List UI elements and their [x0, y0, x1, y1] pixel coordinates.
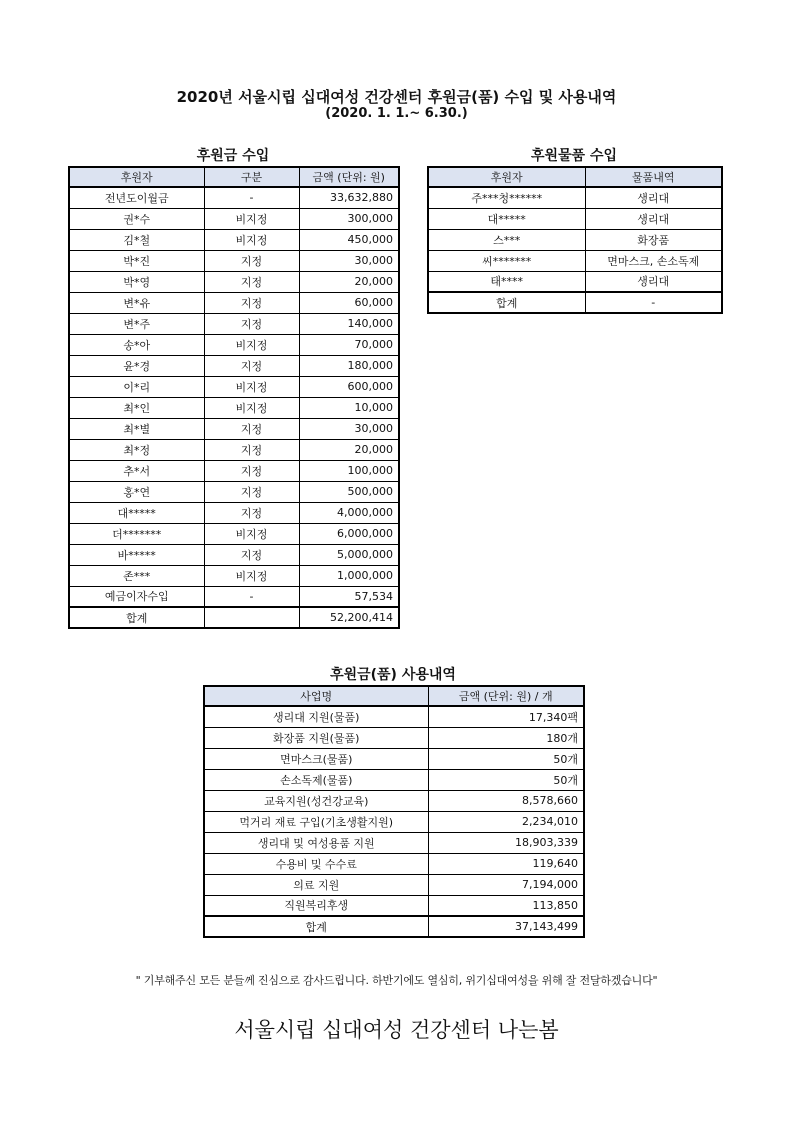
table-row	[204, 748, 584, 769]
table-row	[69, 544, 399, 565]
table-cell: 더*******	[69, 523, 204, 544]
table-cell: -	[204, 187, 299, 208]
donations-table	[68, 166, 400, 629]
table-row	[204, 769, 584, 790]
table-cell: 비지정	[204, 376, 299, 397]
table-cell: 먹거리 재료 구입(기초생활지원)	[204, 811, 428, 832]
table-cell: 30,000	[299, 250, 399, 271]
table-cell: 최*정	[69, 439, 204, 460]
table-cell: 존***	[69, 565, 204, 586]
table-cell: 50개	[428, 748, 584, 769]
table-cell: 2,234,010	[428, 811, 584, 832]
table-cell: 지정	[204, 313, 299, 334]
table-cell: 대*****	[69, 502, 204, 523]
table-cell: 교육지원(성건강교육)	[204, 790, 428, 811]
period-subtitle: (2020. 1. 1.~ 6.30.)	[325, 106, 468, 121]
table-row	[69, 187, 399, 208]
total-row	[204, 916, 584, 937]
table-cell: 70,000	[299, 334, 399, 355]
table-cell: 300,000	[299, 208, 399, 229]
table-cell: 6,000,000	[299, 523, 399, 544]
table-cell: 예금이자수입	[69, 586, 204, 607]
table-cell: 대*****	[428, 208, 585, 229]
table-cell: 7,194,000	[428, 874, 584, 895]
table-cell: 지정	[204, 355, 299, 376]
table-row	[69, 502, 399, 523]
total-cell: 37,143,499	[428, 916, 584, 937]
table-cell: 600,000	[299, 376, 399, 397]
table-cell: 비지정	[204, 523, 299, 544]
table-cell: 윤*경	[69, 355, 204, 376]
donations-body	[69, 187, 399, 628]
table-cell: 50개	[428, 769, 584, 790]
table-row	[69, 355, 399, 376]
table-cell: 60,000	[299, 292, 399, 313]
table-cell: 450,000	[299, 229, 399, 250]
total-row	[428, 292, 722, 313]
table-row	[69, 334, 399, 355]
table-cell: 생리대 및 여성용품 지원	[204, 832, 428, 853]
col-header-amount: 금액 (단위: 원) / 개	[428, 686, 584, 706]
table-cell: 최*별	[69, 418, 204, 439]
table-row	[69, 376, 399, 397]
table-cell: 생리대	[585, 271, 722, 292]
table-cell: 지정	[204, 271, 299, 292]
table-cell: 8,578,660	[428, 790, 584, 811]
table-cell: 비지정	[204, 565, 299, 586]
table-cell: 지정	[204, 460, 299, 481]
table-cell: 최*인	[69, 397, 204, 418]
table-row	[69, 397, 399, 418]
table-row	[428, 229, 722, 250]
table-row	[69, 271, 399, 292]
table-cell: 주***청******	[428, 187, 585, 208]
table-cell: 10,000	[299, 397, 399, 418]
table-cell: 180개	[428, 727, 584, 748]
table-row	[204, 832, 584, 853]
table-cell: 500,000	[299, 481, 399, 502]
table-cell: 화장품 지원(물품)	[204, 727, 428, 748]
table-cell: 20,000	[299, 439, 399, 460]
table-cell: 스***	[428, 229, 585, 250]
table-row	[204, 790, 584, 811]
table-cell: 33,632,880	[299, 187, 399, 208]
table-cell: 생리대	[585, 208, 722, 229]
table-cell: 직원복리후생	[204, 895, 428, 916]
table-row	[69, 250, 399, 271]
table-cell: 5,000,000	[299, 544, 399, 565]
table-cell: 추*서	[69, 460, 204, 481]
col-header-amount: 금액 (단위: 원)	[299, 167, 399, 187]
table-cell: 의료 지원	[204, 874, 428, 895]
table-cell: 손소독제(물품)	[204, 769, 428, 790]
table-cell: 180,000	[299, 355, 399, 376]
table-cell: 홍*연	[69, 481, 204, 502]
goods-title: 후원물품 수입	[530, 148, 618, 164]
table-row	[69, 292, 399, 313]
table-cell: 57,534	[299, 586, 399, 607]
table-cell: 지정	[204, 481, 299, 502]
total-cell: 52,200,414	[299, 607, 399, 628]
table-cell: 지정	[204, 544, 299, 565]
total-cell: 합계	[428, 292, 585, 313]
table-cell: 화장품	[585, 229, 722, 250]
table-cell: 면마스크(물품)	[204, 748, 428, 769]
table-cell: 지정	[204, 418, 299, 439]
table-cell: 113,850	[428, 895, 584, 916]
table-row	[204, 874, 584, 895]
table-cell: 변*주	[69, 313, 204, 334]
table-row	[204, 895, 584, 916]
total-cell	[204, 607, 299, 628]
table-cell: 140,000	[299, 313, 399, 334]
table-cell: 면마스크, 손소독제	[585, 250, 722, 271]
table-cell: 지정	[204, 439, 299, 460]
table-row	[428, 208, 722, 229]
total-cell: 합계	[204, 916, 428, 937]
table-cell: 비지정	[204, 334, 299, 355]
col-header-project: 사업명	[204, 686, 428, 706]
table-cell: 지정	[204, 502, 299, 523]
table-row	[69, 460, 399, 481]
table-cell: 119,640	[428, 853, 584, 874]
table-cell: 4,000,000	[299, 502, 399, 523]
col-header-donor: 후원자	[69, 167, 204, 187]
table-cell: 30,000	[299, 418, 399, 439]
table-cell: 수용비 및 수수료	[204, 853, 428, 874]
table-row	[69, 481, 399, 502]
table-cell: 박*영	[69, 271, 204, 292]
total-cell: 합계	[69, 607, 204, 628]
table-row	[428, 271, 722, 292]
table-cell: 18,903,339	[428, 832, 584, 853]
table-cell: 비지정	[204, 397, 299, 418]
col-header-donor: 후원자	[428, 167, 585, 187]
usage-title: 후원금(품) 사용내역	[330, 667, 456, 683]
table-row	[204, 853, 584, 874]
table-cell: 지정	[204, 250, 299, 271]
table-cell: 바*****	[69, 544, 204, 565]
total-row	[69, 607, 399, 628]
table-row	[69, 313, 399, 334]
goods-table	[427, 166, 723, 314]
thanks-note: " 기부해주신 모든 분들께 진심으로 감사드립니다. 하반기에도 열심히, 위기십대여성을 위해 잘 전달하겠습니다"	[135, 974, 658, 987]
table-row	[69, 208, 399, 229]
usage-table	[203, 685, 585, 938]
table-cell: 이*리	[69, 376, 204, 397]
organization-name: 서울시립 십대여성 건강센터 나는봄	[234, 1018, 559, 1042]
table-cell: 김*철	[69, 229, 204, 250]
table-row	[204, 727, 584, 748]
table-cell: 1,000,000	[299, 565, 399, 586]
table-cell: 송*아	[69, 334, 204, 355]
donations-title: 후원금 수입	[196, 148, 270, 164]
table-cell: 생리대	[585, 187, 722, 208]
goods-body	[428, 187, 722, 313]
table-cell: 17,340팩	[428, 706, 584, 727]
table-cell: 100,000	[299, 460, 399, 481]
table-row	[69, 565, 399, 586]
table-cell: 태****	[428, 271, 585, 292]
table-row	[69, 229, 399, 250]
table-row	[69, 523, 399, 544]
table-row	[69, 586, 399, 607]
col-header-items: 물품내역	[585, 167, 722, 187]
col-header-type: 구분	[204, 167, 299, 187]
table-cell: 변*유	[69, 292, 204, 313]
table-cell: -	[204, 586, 299, 607]
table-cell: 전년도이월금	[69, 187, 204, 208]
table-cell: 비지정	[204, 208, 299, 229]
table-row	[204, 811, 584, 832]
usage-body	[204, 706, 584, 937]
table-row	[428, 187, 722, 208]
table-row	[69, 439, 399, 460]
total-cell: -	[585, 292, 722, 313]
table-cell: 비지정	[204, 229, 299, 250]
table-cell: 지정	[204, 292, 299, 313]
document-title: 2020년 서울시립 십대여성 건강센터 후원금(품) 수입 및 사용내역	[176, 88, 617, 106]
table-row	[428, 250, 722, 271]
table-cell: 20,000	[299, 271, 399, 292]
table-row	[69, 418, 399, 439]
table-cell: 씨*******	[428, 250, 585, 271]
table-cell: 생리대 지원(물품)	[204, 706, 428, 727]
table-row	[204, 706, 584, 727]
table-cell: 권*수	[69, 208, 204, 229]
table-cell: 박*진	[69, 250, 204, 271]
